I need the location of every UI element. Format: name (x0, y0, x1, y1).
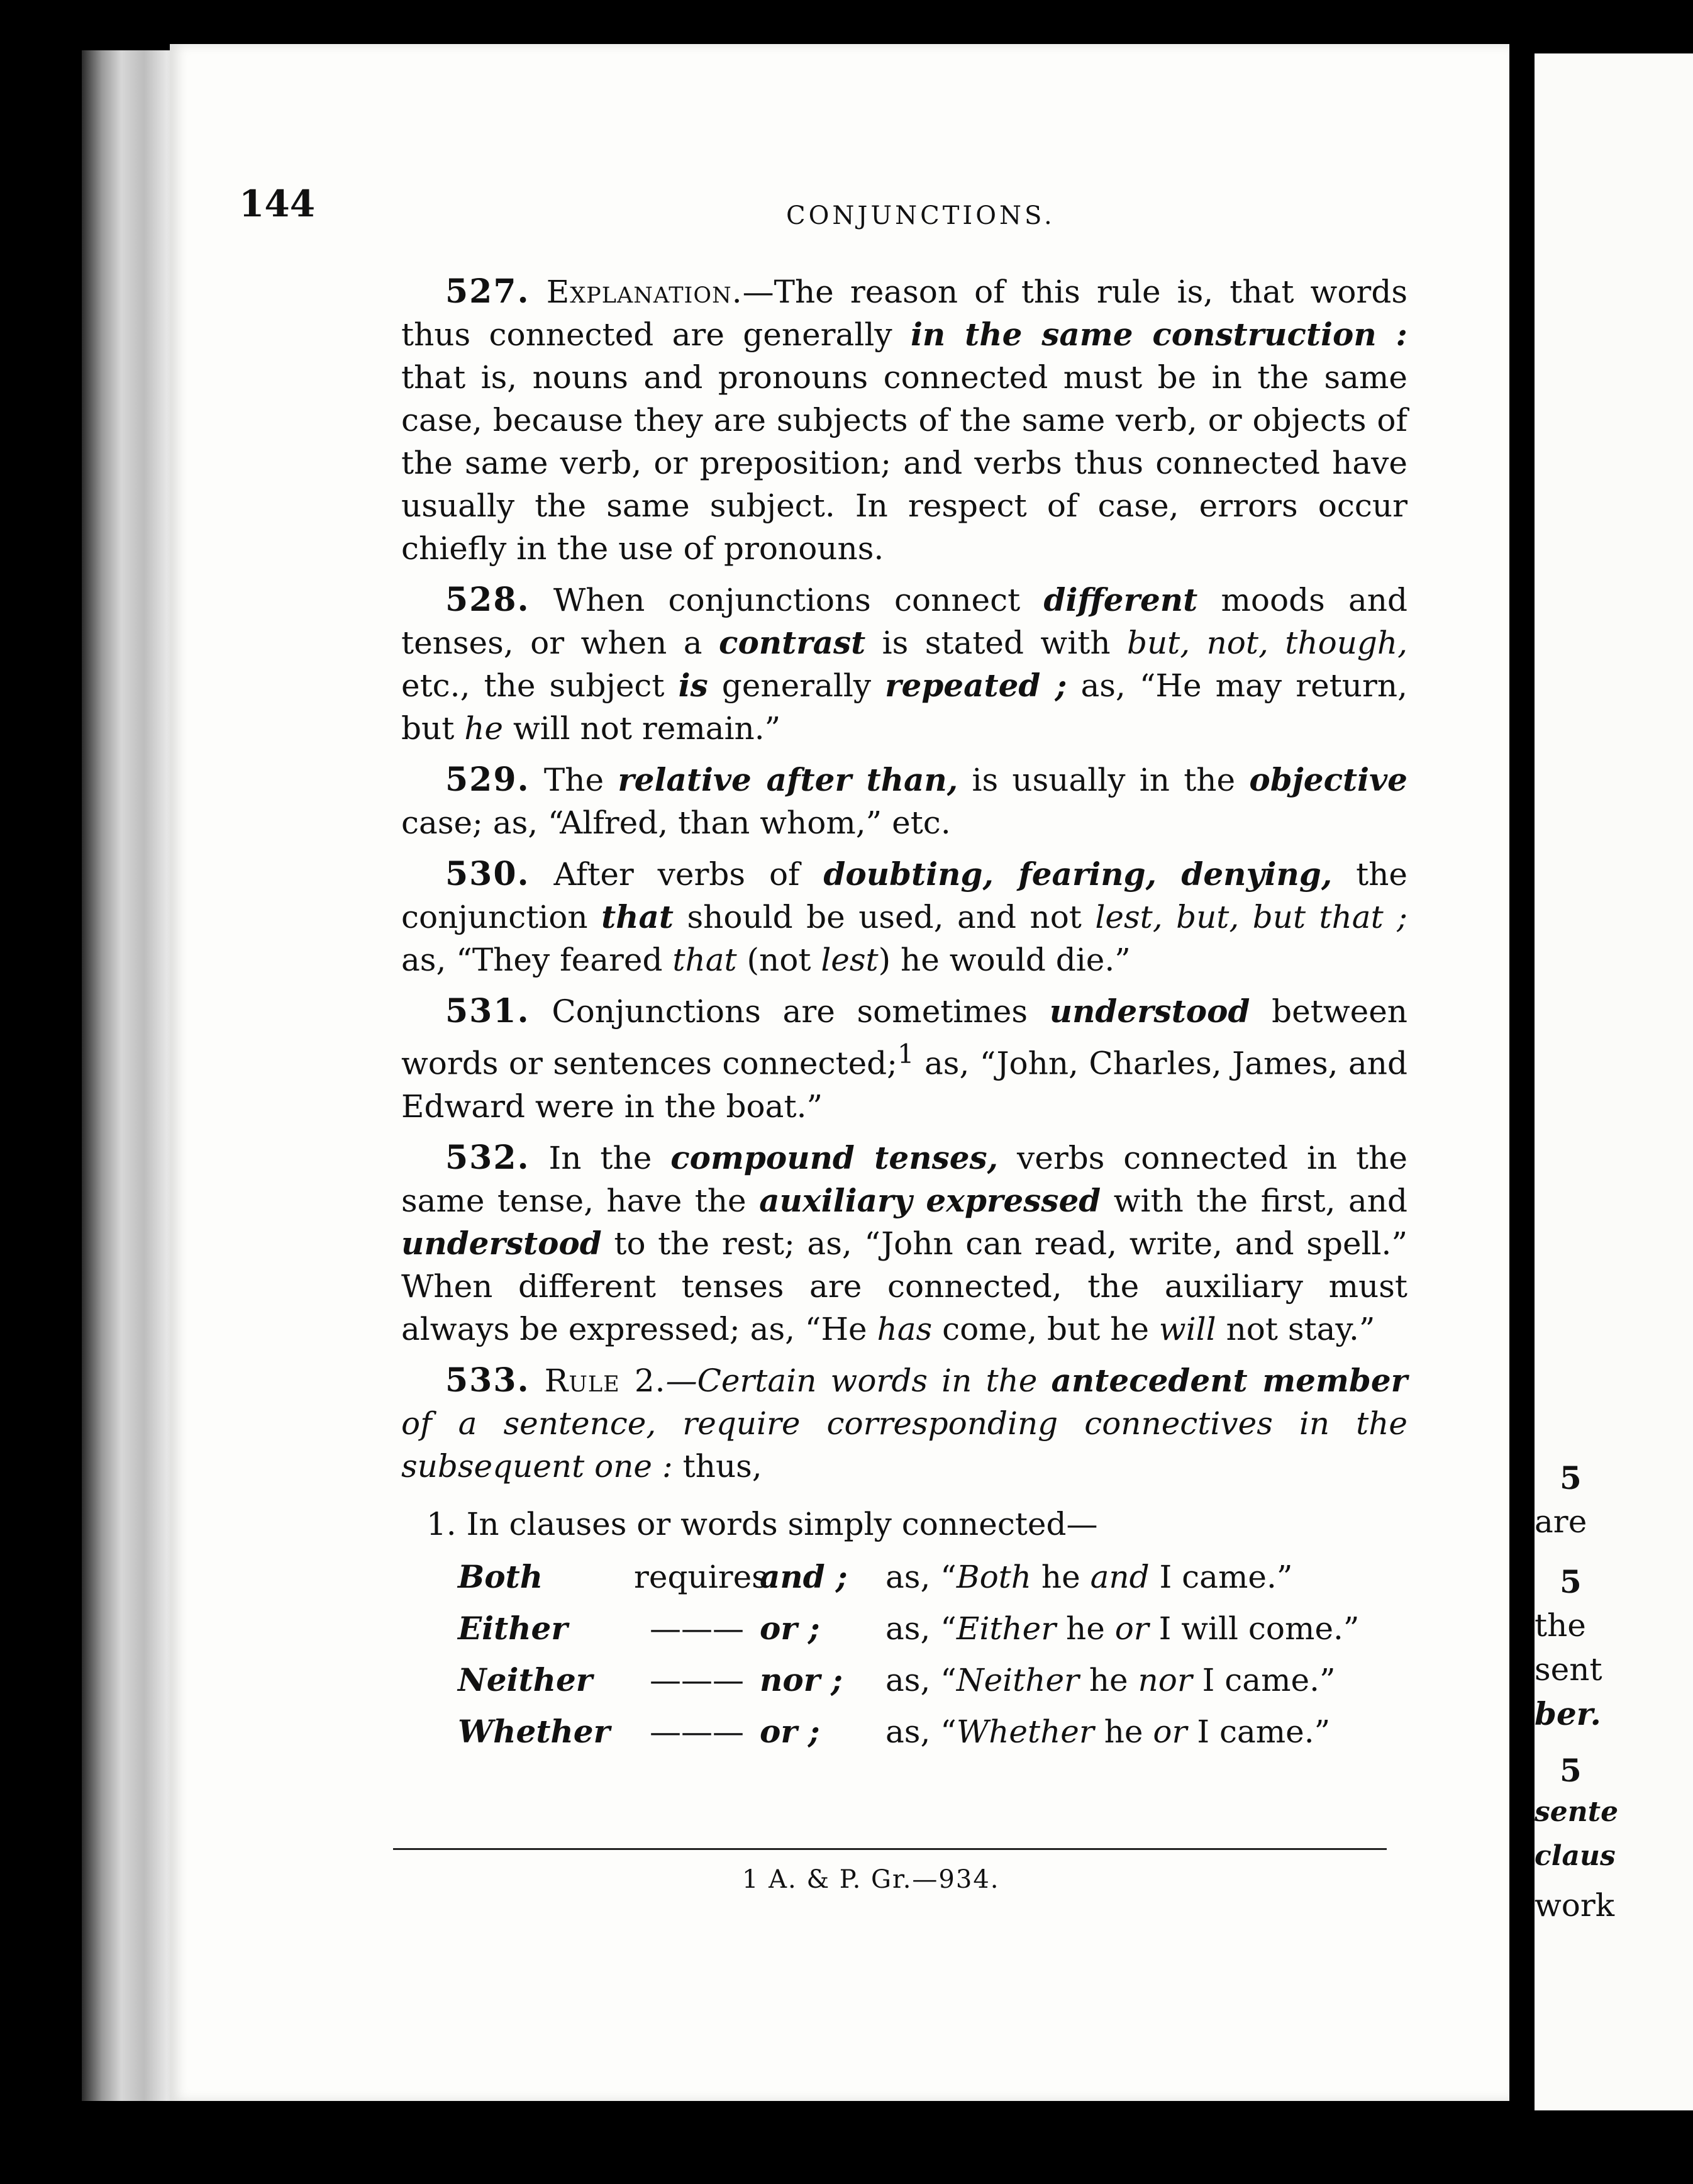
section-number: 529. (445, 760, 530, 799)
emphasis: doubting, fearing, denying, (823, 855, 1333, 893)
pair-row (458, 1556, 1376, 1607)
pair-link: ——— (650, 1713, 744, 1750)
italic-run: will (1158, 1310, 1216, 1347)
pair-row (458, 1659, 1376, 1710)
facing-page-fragment: 5 (1560, 1459, 1582, 1496)
text-run: is stated with (865, 625, 1127, 661)
facing-page-fragment: ber. (1535, 1695, 1601, 1732)
emphasis: repeated ; (885, 667, 1067, 704)
text-run: between words or sentences connected; (401, 993, 1408, 1082)
text-run: case; as, “Alfred, than whom,” etc. (401, 805, 951, 841)
text-run: verbs connected in the same tense, have the (401, 1139, 1407, 1219)
emphasis: understood (401, 1224, 602, 1262)
text-run: Conjunctions are sometimes (530, 993, 1050, 1030)
italic-run: and (1090, 1558, 1150, 1595)
pair-row (458, 1710, 1376, 1762)
text-run: to the rest; as, “John can read, write, and spell.” When different tenses are connected, the auxiliary must always be expressed; as, “He (401, 1225, 1407, 1347)
facing-page-fragment: 5 (1560, 1752, 1582, 1789)
text-run: etc., the subject (401, 667, 679, 704)
antecedent-word: Either (458, 1609, 568, 1647)
text-run: When conjunctions connect (530, 582, 1044, 618)
facing-page-fragment: sent (1535, 1651, 1602, 1688)
text-run: as, “John, Charles, James, and Edward were in the boat.” (401, 1045, 1407, 1125)
section-number: 533. (445, 1361, 530, 1400)
correlative-pairs (458, 1556, 1376, 1762)
facing-page-fragment: work (1535, 1887, 1615, 1924)
text-run: moods and tenses, or when a (401, 582, 1408, 661)
section-number: 530. (445, 855, 530, 893)
text-run: (not (736, 942, 821, 978)
antecedent-word: Neither (458, 1661, 593, 1698)
text-run: as, “ (885, 1713, 957, 1750)
antecedent-word: Whether (458, 1712, 610, 1750)
text-run: I came.” (1187, 1713, 1331, 1750)
paragraph-530 (401, 853, 1407, 981)
facing-page-fragment: claus (1535, 1840, 1616, 1872)
connective: or ; (760, 1609, 820, 1647)
emphasis: objective (1249, 761, 1407, 798)
connective: and ; (760, 1557, 848, 1595)
emphasis: relative after than, (618, 761, 958, 798)
text-run: that is, nouns and pronouns connected must be in the same case, because they are subjects of the same verb, or objects of the same verb, or preposition; and verbs thus connected have usually the same subject. In respect of case, errors occur chiefly in the use of pronouns. (401, 359, 1407, 567)
facing-page-fragment: sente (1535, 1796, 1619, 1828)
pair-link: ——— (650, 1661, 744, 1698)
italic-run: Either (956, 1610, 1057, 1647)
text-run: will not remain.” (503, 710, 781, 747)
emphasis: that (601, 898, 674, 935)
section-number: 527. (445, 272, 530, 311)
paragraph-532 (401, 1137, 1407, 1351)
text-run: as, “He may return, but (401, 667, 1407, 747)
pair-example (885, 1659, 1376, 1702)
text-run: After verbs of (530, 856, 824, 893)
italic-run: Both (956, 1558, 1031, 1595)
footnote-rule (393, 1848, 1387, 1850)
text-run: I will come.” (1148, 1610, 1360, 1647)
page-number: 144 (239, 182, 316, 225)
facing-page-fragment: 5 (1560, 1563, 1582, 1600)
text-run: ) he would die.” (878, 942, 1131, 978)
italic-run: that (672, 942, 737, 978)
italic-run: lest (821, 942, 879, 978)
connective: nor ; (760, 1661, 843, 1698)
facing-page-fragment: the (1535, 1607, 1586, 1644)
text-run: he (1079, 1661, 1138, 1698)
emphasis: is (678, 667, 708, 704)
footnote: 1 A. & P. Gr.—934. (742, 1865, 1000, 1894)
text-run: he (1031, 1558, 1091, 1595)
italic-run: but, not, though, (1126, 625, 1407, 661)
italic-run: he (464, 710, 503, 747)
text-run: I came.” (1149, 1558, 1293, 1595)
paragraph-533 (401, 1359, 1407, 1488)
connective: or ; (760, 1712, 820, 1750)
italic-run: —Certain words in the (665, 1362, 1052, 1399)
text-run: I came.” (1192, 1661, 1336, 1698)
italic-run: nor (1138, 1661, 1192, 1698)
emphasis: compound tenses, (670, 1139, 999, 1176)
text-run: should be used, and not (674, 899, 1096, 935)
facing-page-fragment: are (1535, 1503, 1587, 1540)
italic-run: of a sentence, require corresponding connectives in the subsequent one : (401, 1405, 1407, 1485)
italic-run: Neither (956, 1661, 1079, 1698)
text-run: he (1094, 1713, 1153, 1750)
emphasis: contrast (719, 624, 866, 661)
text-run: generally (708, 667, 885, 704)
text-run: come, but he (932, 1310, 1159, 1347)
running-title: CONJUNCTIONS. (786, 201, 1055, 230)
pair-link: requires (634, 1558, 768, 1595)
text-run: the conjunction (401, 856, 1408, 935)
emphasis: auxiliary expressed (759, 1181, 1101, 1219)
pair-example (885, 1607, 1376, 1650)
section-label: Explanation. (546, 274, 743, 310)
text-run: as, “ (885, 1661, 957, 1698)
running-head (239, 182, 1409, 239)
antecedent-word: Both (458, 1557, 543, 1595)
text-run: as, “ (885, 1610, 957, 1647)
facing-page-edge (1535, 53, 1693, 2110)
text-run: is usually in the (958, 762, 1250, 798)
pair-link: ——— (650, 1610, 744, 1647)
page-body (401, 270, 1407, 1762)
emphasis: antecedent member (1051, 1361, 1407, 1399)
paragraph-529 (401, 759, 1407, 844)
italic-run: has (877, 1310, 933, 1347)
text-run: The (530, 762, 618, 798)
text-run: as, “They feared (401, 942, 673, 978)
list-intro: 1. In clauses or words simply connected— (426, 1505, 1098, 1542)
italic-run: lest, but, but that ; (1095, 899, 1408, 935)
text-run: —The reason of this rule is, that words thus connected are generally (401, 274, 1407, 353)
italic-run: or (1114, 1610, 1149, 1647)
pair-example (885, 1556, 1376, 1598)
emphasis: in the same construction : (910, 316, 1407, 353)
emphasis: understood (1049, 993, 1250, 1030)
section-number: 531. (445, 992, 530, 1030)
paragraph-528 (401, 579, 1407, 750)
italic-run: Whether (956, 1713, 1094, 1750)
pair-row (458, 1607, 1376, 1659)
text-run: as, “ (885, 1558, 957, 1595)
section-number: 532. (445, 1138, 530, 1177)
italic-run: or (1153, 1713, 1187, 1750)
emphasis: different (1043, 581, 1198, 618)
text-run: In the (530, 1139, 671, 1176)
text-run: thus, (672, 1447, 762, 1485)
text-run: he (1056, 1610, 1115, 1647)
section-number: 528. (445, 581, 530, 619)
pair-example (885, 1710, 1376, 1753)
rule-label: Rule 2. (530, 1362, 666, 1399)
footnote-marker: 1 (897, 1039, 914, 1069)
paragraph-531 (401, 990, 1407, 1128)
text-run: with the first, and (1101, 1182, 1407, 1219)
paragraph-527 (401, 270, 1407, 570)
text-run: not stay.” (1216, 1310, 1375, 1347)
